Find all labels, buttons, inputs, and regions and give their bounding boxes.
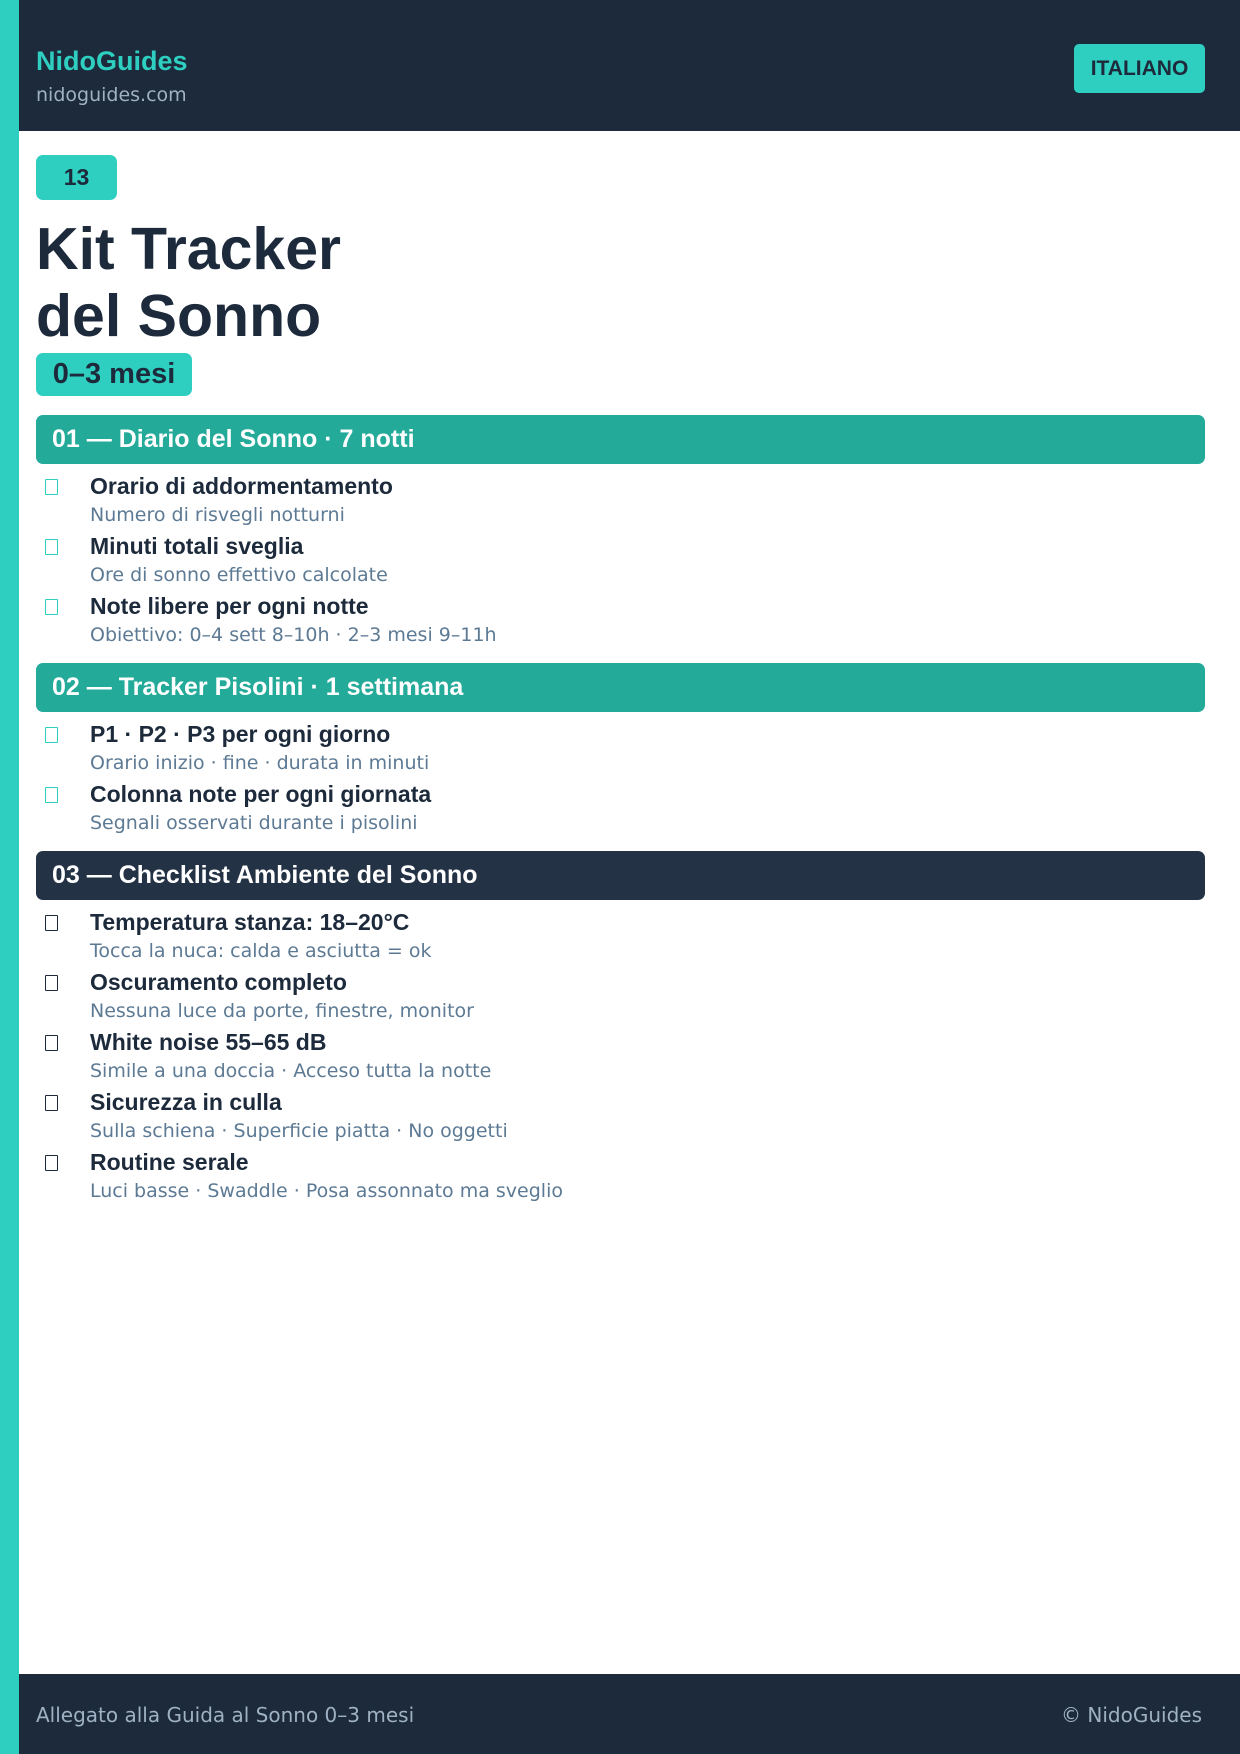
item-subtitle: Ore di sonno effettivo calcolate — [90, 564, 388, 586]
language-button[interactable]: ITALIANO — [1074, 44, 1205, 93]
item-title: Temperatura stanza: 18–20°C — [90, 909, 410, 935]
list-item — [36, 1149, 1205, 1207]
left-accent-bar — [0, 0, 19, 1754]
item-title: White noise 55–65 dB — [90, 1029, 327, 1055]
checkbox-icon[interactable] — [45, 539, 58, 555]
item-title: P1 · P2 · P3 per ogni giorno — [90, 721, 391, 747]
page-title-line-2: del Sonno — [36, 283, 322, 349]
checkbox-icon[interactable] — [45, 915, 58, 931]
item-title: Routine serale — [90, 1149, 249, 1175]
brand-name: NidoGuides — [36, 46, 188, 76]
checkbox-icon[interactable] — [45, 599, 58, 615]
checkbox-icon[interactable] — [45, 727, 58, 743]
item-subtitle: Sulla schiena · Superficie piatta · No oggetti — [90, 1120, 508, 1142]
item-subtitle: Numero di risvegli notturni — [90, 504, 345, 526]
item-title: Note libere per ogni notte — [90, 593, 369, 619]
item-title: Oscuramento completo — [90, 969, 347, 995]
item-subtitle: Tocca la nuca: calda e asciutta = ok — [90, 940, 432, 962]
section-header-nap-tracker: 02 — Tracker Pisolini · 1 settimana — [36, 663, 1205, 712]
list-item — [36, 473, 1205, 531]
list-item — [36, 1029, 1205, 1087]
list-item — [36, 781, 1205, 839]
page-title — [36, 216, 341, 350]
item-subtitle: Nessuna luce da porte, finestre, monitor — [90, 1000, 474, 1022]
brand-url: nidoguides.com — [36, 84, 187, 106]
item-subtitle: Simile a una doccia · Acceso tutta la notte — [90, 1060, 492, 1082]
item-subtitle: Segnali osservati durante i pisolini — [90, 812, 418, 834]
item-title: Sicurezza in culla — [90, 1089, 282, 1115]
list-item — [36, 533, 1205, 591]
item-subtitle: Orario inizio · fine · durata in minuti — [90, 752, 430, 774]
section-header-sleep-environment: 03 — Checklist Ambiente del Sonno — [36, 851, 1205, 900]
footer-copyright: © NidoGuides — [1061, 1703, 1202, 1727]
checkbox-icon[interactable] — [45, 1035, 58, 1051]
list-item — [36, 721, 1205, 779]
checkbox-icon[interactable] — [45, 787, 58, 803]
item-subtitle: Luci basse · Swaddle · Posa assonnato ma sveglio — [90, 1180, 563, 1202]
page-number-badge: 13 — [36, 155, 117, 200]
footer-caption: Allegato alla Guida al Sonno 0–3 mesi — [36, 1703, 415, 1727]
page-footer — [19, 1674, 1240, 1754]
page-title-line-1: Kit Tracker — [36, 216, 341, 282]
checkbox-icon[interactable] — [45, 975, 58, 991]
checkbox-icon[interactable] — [45, 1155, 58, 1171]
list-item — [36, 909, 1205, 967]
item-title: Orario di addormentamento — [90, 473, 393, 499]
checkbox-icon[interactable] — [45, 1095, 58, 1111]
item-subtitle: Obiettivo: 0–4 sett 8–10h · 2–3 mesi 9–11h — [90, 624, 497, 646]
list-item — [36, 1089, 1205, 1147]
age-range-badge: 0–3 mesi — [36, 353, 192, 396]
item-title: Colonna note per ogni giornata — [90, 781, 432, 807]
list-item — [36, 969, 1205, 1027]
item-title: Minuti totali sveglia — [90, 533, 304, 559]
section-header-sleep-diary: 01 — Diario del Sonno · 7 notti — [36, 415, 1205, 464]
list-item — [36, 593, 1205, 651]
page-header — [19, 0, 1240, 131]
checkbox-icon[interactable] — [45, 479, 58, 495]
